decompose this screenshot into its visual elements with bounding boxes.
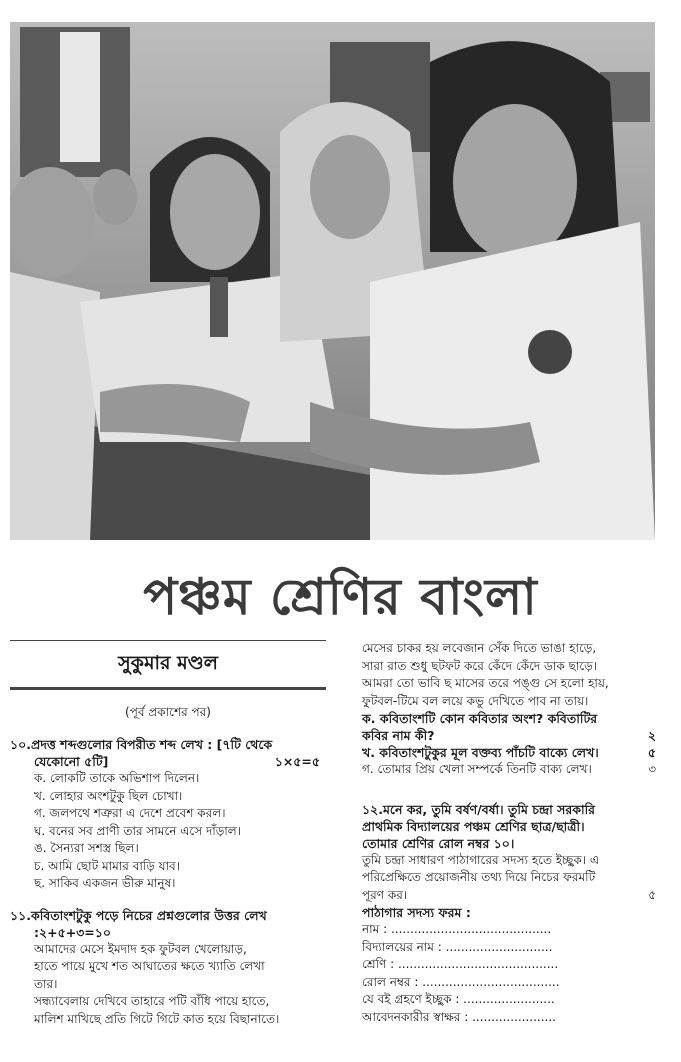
q12-marks: ৫ bbox=[648, 887, 656, 902]
q11-sub-a-line2: কবির নাম কী? bbox=[362, 728, 435, 743]
headline: পঞ্চম শ্রেণির বাংলা bbox=[143, 567, 538, 626]
right-column bbox=[362, 640, 656, 1026]
q10-item: গ. জলপথে শত্রুরা এ দেশে প্রবেশ করল। bbox=[34, 806, 226, 820]
q11-sub-a-line1: ক. কবিতাংশটি কোন কবিতার অংশ? কবিতাটির bbox=[362, 711, 598, 726]
q10-marks: ১×৫=৫ bbox=[274, 754, 320, 769]
q10-item: ঘ. বনের সব প্রাণী তার সামনে এসে দাঁড়াল। bbox=[34, 823, 242, 838]
q11-poem-line: মালিশ মাখিছে প্রতি গিটে গিটে কাত হয়ে বিছানাতে। bbox=[34, 1011, 280, 1026]
q11-title-line2: :২+৫+৩=১০ bbox=[34, 924, 112, 940]
q12-title-line: প্রাথমিক বিদ্যালয়ের পঞ্চম শ্রেণির ছাত্র/ছাত্রী। bbox=[362, 818, 585, 834]
q12-title-line: তোমার শ্রেণির রোল নম্বর ১০। bbox=[362, 835, 515, 851]
q11-poem-line: আমরা তো ভাবি ছ মাসের তরে পঙ্গু সে হলো হায়, bbox=[362, 676, 609, 690]
q10-title-line1: ১০.প্রদত্ত শব্দগুলোর বিপরীত শব্দ লেখ : [৭টি থেকে bbox=[10, 737, 273, 752]
form-field: রোল নম্বর : .................................... bbox=[362, 974, 560, 989]
continued-note: (পূর্ব প্রকাশের পর) bbox=[125, 705, 211, 719]
q10-item: ছ. সাকিব একজন ভীরু মানুষ। bbox=[34, 876, 176, 890]
q11-poem-line: সারা রাত শুধু ছটফট করে কেঁদে কেঁদে ডাক ছাড়ে। bbox=[362, 658, 598, 673]
q11-poem-line: সন্ধ্যাবেলায় দেখিবে তাহারে পটি বাঁধি পায়ে হাতে, bbox=[34, 994, 270, 1008]
q12-body-row bbox=[362, 887, 656, 905]
left-column bbox=[10, 640, 326, 1028]
q11-sub-a-marks: ২ bbox=[647, 728, 656, 743]
q11-sub-c-row bbox=[362, 761, 656, 779]
q11-sub-b: খ. কবিতাংশটুকুর মূল বক্তব্য পাঁচটি বাক্যে লেখ। bbox=[362, 745, 599, 760]
q11-sub-c-marks: ৩ bbox=[648, 762, 656, 776]
q10-title-row bbox=[10, 753, 326, 770]
q11-sub-b-row bbox=[362, 744, 656, 761]
students-photo bbox=[10, 22, 655, 540]
form-field: যে বই গ্রহণে ইচ্ছুক : ........................ bbox=[362, 992, 555, 1006]
q12-body-line: তুমি চন্দ্রা সাধারণ পাঠাগারের সদস্য হতে ইচ্ছুক। এ bbox=[362, 852, 600, 867]
q10-title-line2: যেকোনো ৫টি] bbox=[34, 754, 109, 769]
q11-poem-line: আমাদের মেসে ইমদাদ হক ফুটবল খেলোয়াড়, bbox=[34, 941, 247, 956]
q12-body-line: পরিপ্রেক্ষিতে প্রয়োজনীয় তথ্য দিয়ে নিচের ফরমটি bbox=[362, 870, 596, 884]
q11-poem-line: তার। bbox=[34, 976, 58, 991]
form-field: নাম : .......................................... bbox=[362, 922, 552, 936]
q12-form-title: পাঠাগার সদস্য ফরম : bbox=[362, 905, 471, 920]
form-field: বিদ্যালয়ের নাম : ............................ bbox=[362, 939, 553, 954]
q11-poem-line: মেসের চাকর হয় লবেজান সেঁক দিতে ভাঙা হাড়ে, bbox=[362, 641, 597, 655]
q10-item: ঙ. সৈন্যরা সশস্ত্র ছিল। bbox=[34, 841, 139, 855]
q10-item: চ. আমি ছোট মামার বাড়ি যাব। bbox=[34, 858, 181, 873]
q12-body-line: পূরণ কর। bbox=[362, 887, 408, 902]
q11-title-line1: ১১.কবিতাংশটুকু পড়ে নিচের প্রশ্নগুলোর উত্তর লেখ bbox=[10, 907, 267, 923]
form-field: শ্রেণি : .......................................... bbox=[362, 957, 559, 971]
q10-item: ক. লোকটি তাকে অভিশাপ দিলেন। bbox=[34, 771, 200, 785]
q11-sub-a-row bbox=[362, 727, 656, 744]
q11-poem-line: হাতে পায়ে মুখে শত আঘাতের ক্ষতে খ্যাতি লেখা bbox=[34, 959, 265, 973]
author-bottom-rule bbox=[10, 687, 326, 690]
q10-item: খ. লোহার অংশটুকু ছিল চোখা। bbox=[34, 788, 183, 803]
q11-sub-c: গ. তোমার প্রিয় খেলা সম্পর্কে তিনটি বাক্য লেখ। bbox=[362, 762, 592, 776]
students-photo-illustration bbox=[10, 22, 655, 540]
author-name: সুকুমার মণ্ডল bbox=[118, 652, 218, 674]
q11-poem-line: ফুটবল-টিমে বল লয়ে কভু দেখিতে পাব না তায়। bbox=[362, 693, 589, 708]
form-field: আবেদনকারীর স্বাক্ষর : ...................... bbox=[362, 1009, 556, 1024]
q11-sub-b-marks: ৫ bbox=[647, 745, 656, 760]
q12-title-line: ১২.মনে কর, তুমি বর্ষণ/বর্ষা। তুমি চন্দ্রা সরকারি bbox=[362, 801, 596, 817]
